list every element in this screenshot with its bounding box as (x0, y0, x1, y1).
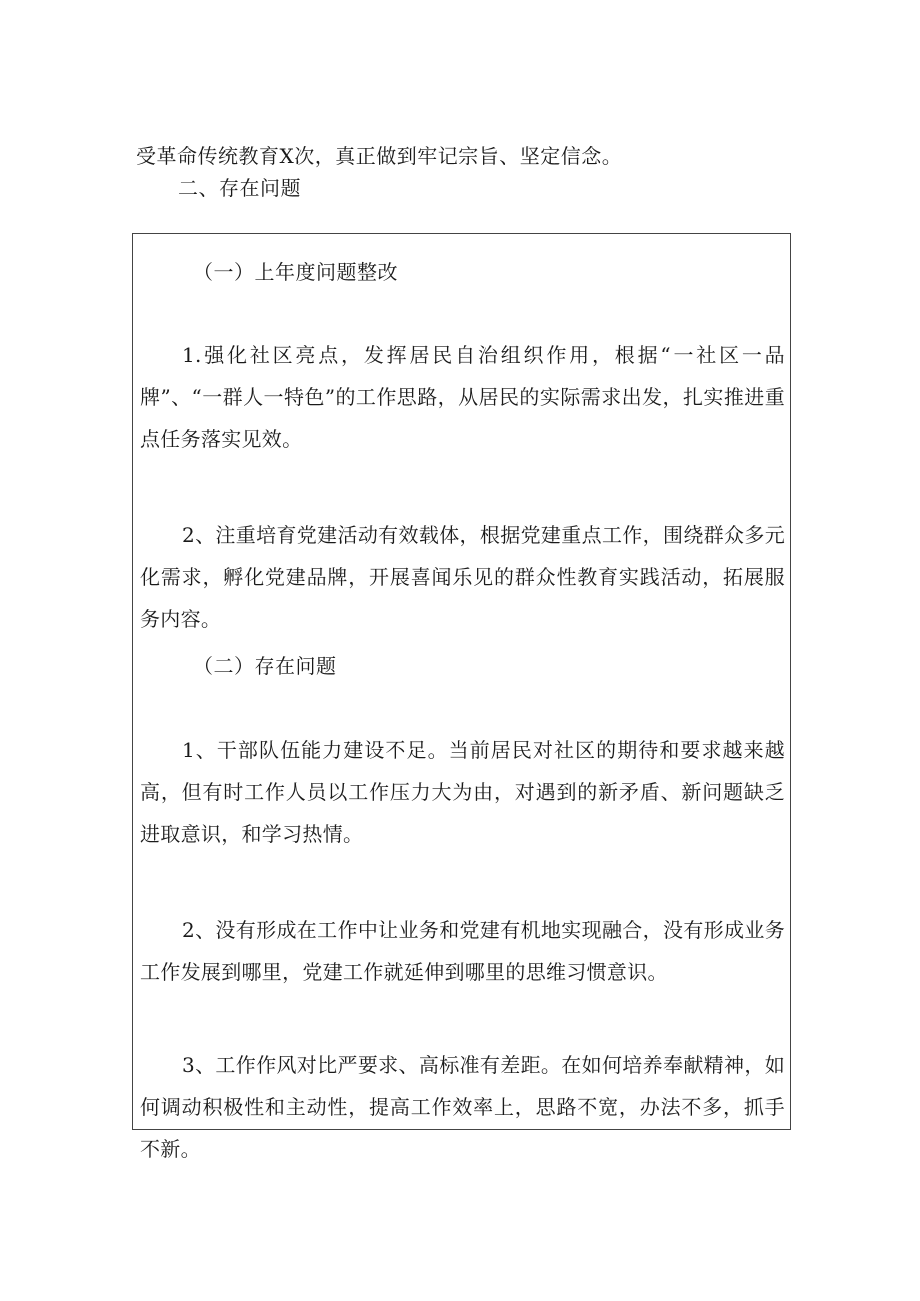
intro-line: 受革命传统教育X次，真正做到牢记宗旨、坚定信念。 (136, 144, 623, 168)
problem-item-3: 3、工作作风对比严要求、高标准有差距。在如何培养奉献精神，如何调动积极性和主动性，提高工作效率上，思路不宽，办法不多，抓手不新。 (140, 1053, 785, 1161)
section-heading: 二、存在问题 (178, 176, 301, 200)
subsection-heading-previous-rectification: （一）上年度问题整改 (193, 260, 398, 284)
rectification-item-2: 2、注重培育党建活动有效载体，根据党建重点工作，围绕群众多元化需求，孵化党建品牌，开展喜闻乐见的群众性教育实践活动，拓展服务内容。 (140, 523, 785, 631)
content-box (132, 233, 791, 1161)
problem-item-1: 1、干部队伍能力建设不足。当前居民对社区的期待和要求越来越高，但有时工作人员以工作压力大为由，对遇到的新矛盾、新问题缺乏进取意识，和学习热情。 (140, 738, 785, 846)
rectification-item-1: 1.强化社区亮点，发挥居民自治组织作用，根据“一社区一品牌”、“一群人一特色”的工作思路，从居民的实际需求出发，扎实推进重点任务落实见效。 (140, 343, 785, 451)
subsection-heading-existing-problems: （二）存在问题 (193, 654, 337, 678)
problem-item-2: 2、没有形成在工作中让业务和党建有机地实现融合，没有形成业务工作发展到哪里，党建工作就延伸到哪里的思维习惯意识。 (140, 918, 785, 984)
